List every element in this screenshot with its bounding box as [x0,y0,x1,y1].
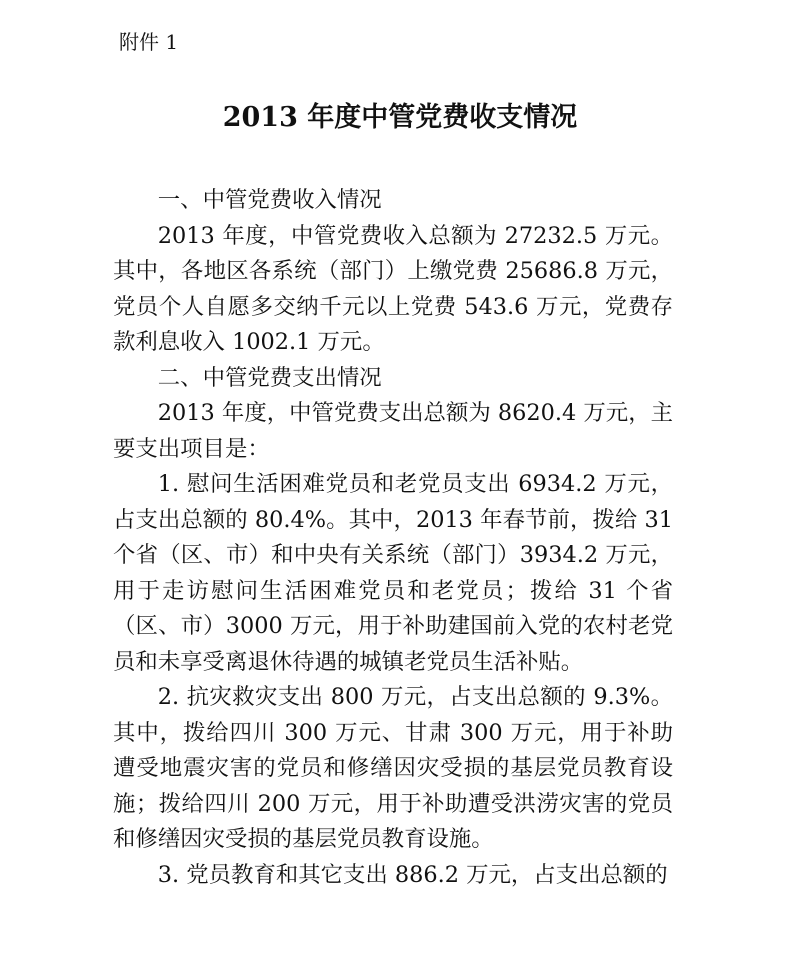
expense-item-2: 2. 抗灾救灾支出 800 万元，占支出总额的 9.3%。其中，拨给四川 300 万元、甘肃 300 万元，用于补助遭受地震灾害的党员和修缮因灾受损的基层党员教育设施；拨给四川 200 万元，用于补助遭受洪涝灾害的党员和修缮因灾受损的基层党员教育设施。 [113,684,673,852]
expense-item-3: 3. 党员教育和其它支出 886.2 万元，占支出总额的 [157,861,668,888]
document-title: 2013 年度中管党费收支情况 [222,102,578,133]
expense-item-1: 1. 慰问生活困难党员和老党员支出 6934.2 万元，占支出总额的 80.4%。其中，2013 年春节前，拨给 31 个省（区、市）和中央有关系统（部门）3934.2 万元，用于走访慰问生活困难党员和老党员；拨给 31 个省（区、市）3000 万元，用于补助建国前入党的农村老党员和未享受离退休待遇的城镇老党员生活补贴。 [113,471,673,675]
income-heading: 一、中管党费收入情况 [157,187,382,213]
attachment-label: 附件 1 [119,30,179,54]
expense-heading: 二、中管党费支出情况 [157,364,382,391]
expense-intro-paragraph: 2013 年度，中管党费支出总额为 8620.4 万元，主要支出项目是： [113,400,673,462]
income-paragraph: 2013 年度，中管党费收入总额为 27232.5 万元。其中，各地区各系统（部门）上缴党费 25686.8 万元，党员个人自愿多交纳千元以上党费 543.6 万元，党费存款利息收入 1002.1 万元。 [113,222,673,355]
document-body [113,183,673,893]
